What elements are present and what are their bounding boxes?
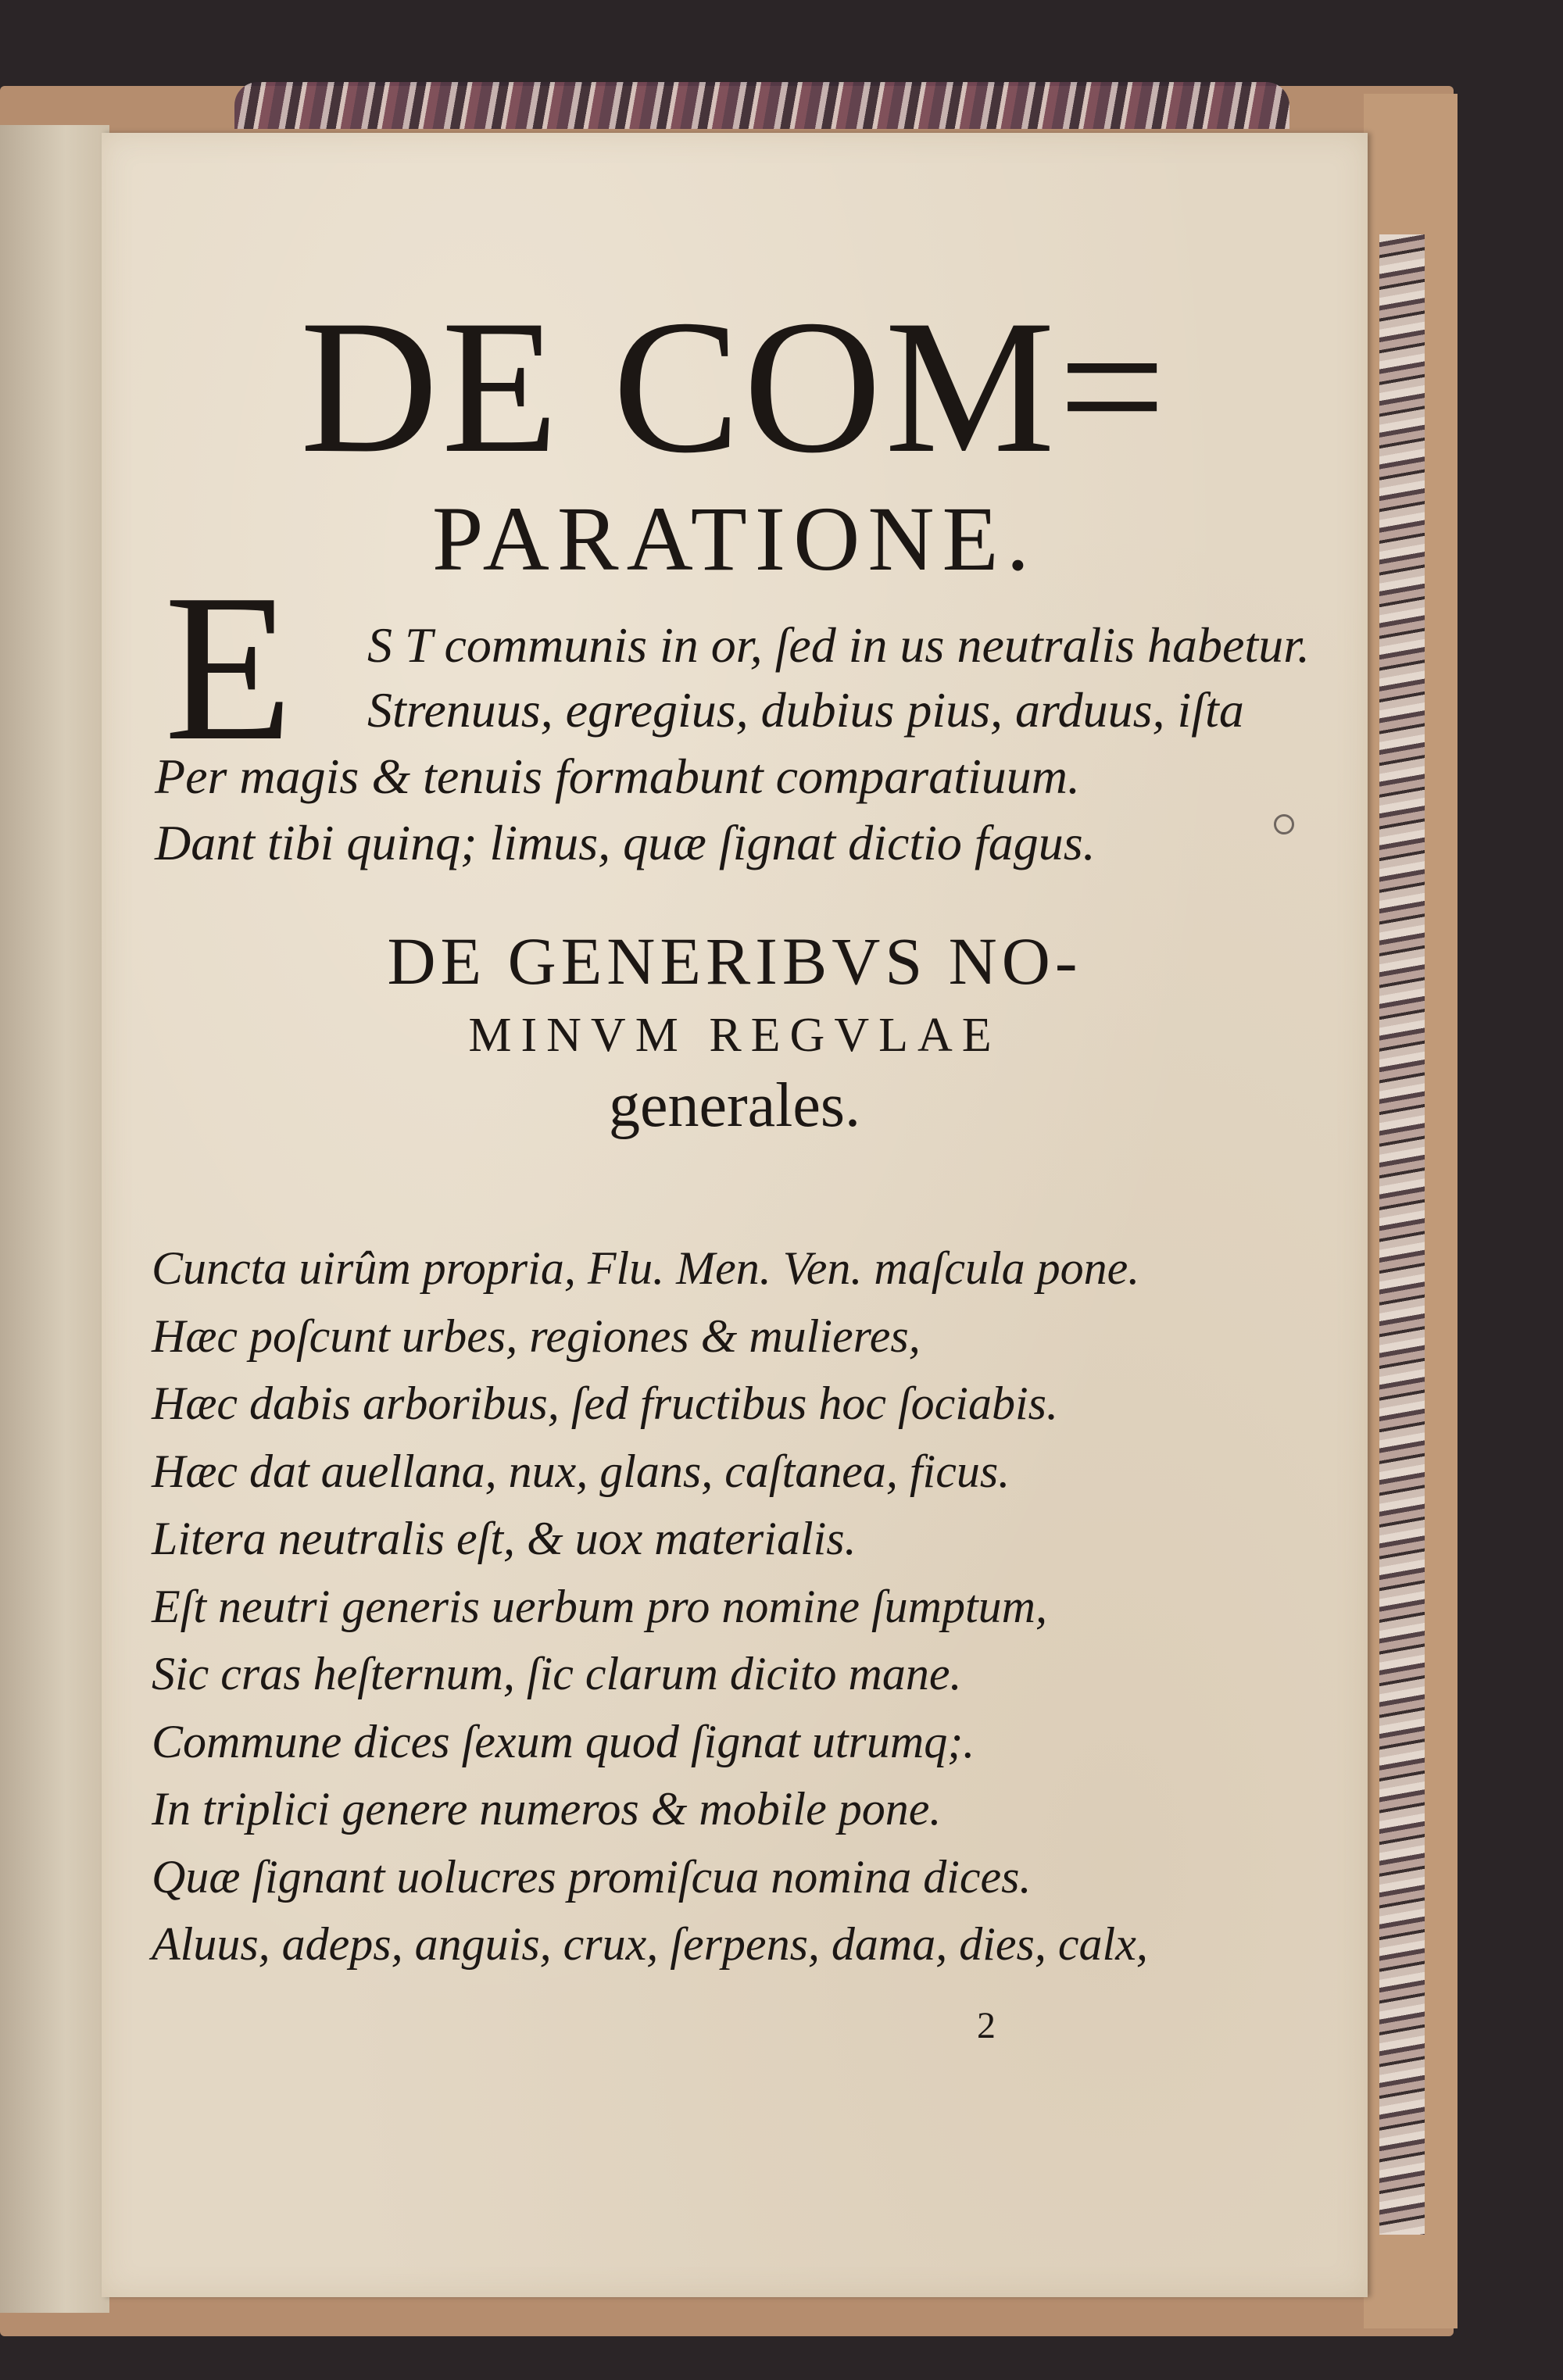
- rules-block: [152, 1235, 1148, 1978]
- marbled-edge-right: [1379, 234, 1425, 2235]
- facing-page-edge: [0, 125, 109, 2313]
- section-title-line2: PARATIONE.: [431, 488, 1038, 590]
- verse-line: Dant tibi quinq; limus, quæ ſignat dictio fagus.: [155, 815, 1096, 870]
- rule-line: Hæc dabis arboribus, ſed fructibus hoc ſociabis.: [152, 1378, 1058, 1429]
- section-title-line1: DE COM=: [299, 281, 1170, 492]
- rule-line: Quæ ſignant uolucres promiſcua nomina dices.: [152, 1850, 1032, 1903]
- rule-line: In triplici genere numeros & mobile pone.: [152, 1783, 942, 1835]
- drop-capital: E: [164, 551, 293, 784]
- rule-line: Cuncta uirûm propria, Flu. Men. Ven. maſcula pone.: [152, 1242, 1140, 1294]
- heading-line2: MINVM REGVLAE: [468, 1009, 1001, 1062]
- page-number: 2: [977, 2005, 996, 2046]
- paper-hole-mark: [1274, 814, 1294, 834]
- rule-line: Hæc poſcunt urbes, regiones & mulieres,: [152, 1310, 921, 1362]
- rule-line: Commune dices ſexum quod ſignat utrumq;.: [152, 1715, 975, 1767]
- rule-line: Hæc dat auellana, nux, glans, caſtanea, ficus.: [152, 1445, 1010, 1497]
- rule-line: Litera neutralis eſt, & uox materialis.: [152, 1513, 857, 1564]
- heading-line3: generales.: [608, 1071, 861, 1140]
- heading-line1: DE GENERIBVS NO-: [387, 924, 1082, 999]
- verse-line: Per magis & tenuis formabunt comparatiuum.: [155, 749, 1080, 804]
- marbled-edge-top: [234, 82, 1289, 129]
- rule-line: Sic cras heſternum, ſic clarum dicito mane.: [152, 1648, 962, 1699]
- rule-line: Eſt neutri generis uerbum pro nomine ſumptum,: [152, 1580, 1048, 1632]
- verse-line: Strenuus, egregius, dubius pius, arduus, iſta: [367, 682, 1244, 738]
- printed-page: [102, 133, 1368, 2297]
- rule-line: Aluus, adeps, anguis, crux, ſerpens, dama, dies, calx,: [152, 1918, 1148, 1970]
- verse-line: S T communis in or, ſed in us neutralis habetur.: [367, 617, 1310, 673]
